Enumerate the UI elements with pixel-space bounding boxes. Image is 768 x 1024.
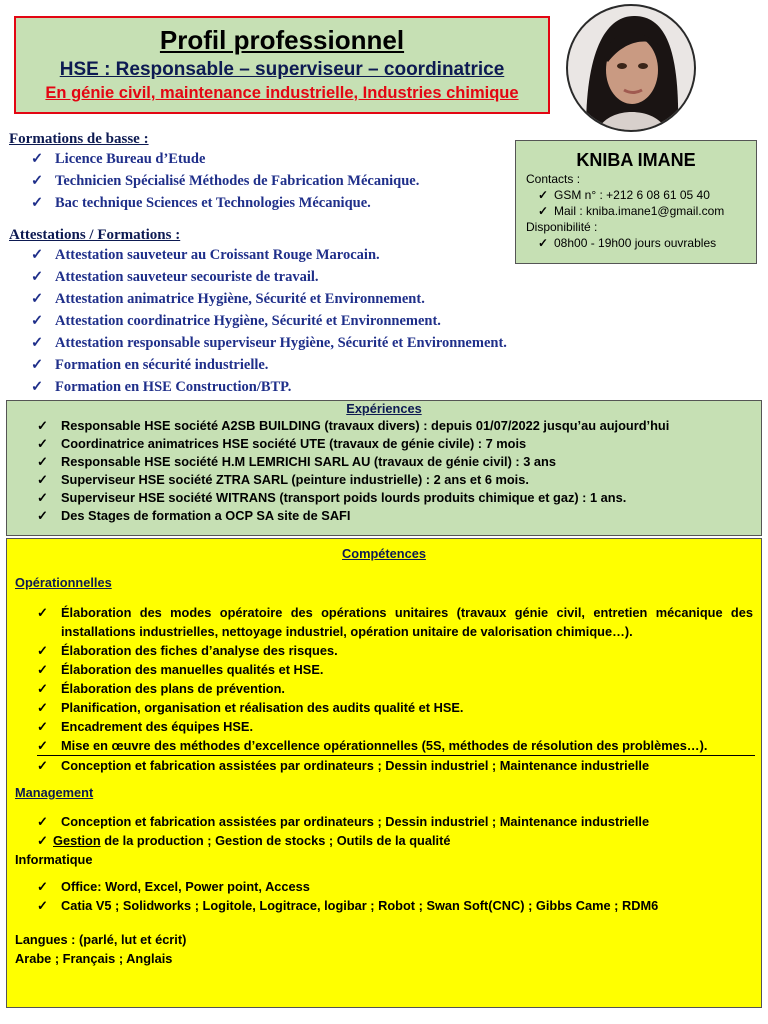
- job-title: HSE : Responsable – superviseur – coordinatrice: [59, 59, 505, 80]
- checkmark-icon: ✓: [37, 436, 48, 451]
- checkmark-icon: ✓: [31, 291, 44, 307]
- competence-item: ✓ Mise en œuvre des méthodes d’excellence opérationnelles (5S, méthodes de résolution des problèmes…).: [37, 738, 708, 753]
- experience-item: ✓ Coordinatrice animatrices HSE société UTE (travaux de génie civile) : 7 mois: [37, 436, 527, 451]
- experience-item: ✓ Superviseur HSE société ZTRA SARL (peinture industrielle) : 2 ans et 6 mois.: [37, 472, 529, 487]
- list-item: ✓ Licence Bureau d’Etude: [31, 148, 419, 170]
- checkmark-icon: ✓: [31, 269, 44, 285]
- competence-item: ✓ Élaboration des manuelles qualités et HSE.: [37, 662, 324, 677]
- checkmark-icon: ✓: [31, 379, 44, 395]
- competence-item: ✓ Conception et fabrication assistées par ordinateurs ; Dessin industriel ; Maintenance industrielle: [37, 814, 650, 829]
- checkmark-icon: ✓: [31, 173, 44, 189]
- list-item: ✓ Attestation sauveteur au Croissant Rouge Marocain.: [31, 244, 507, 266]
- checkmark-icon: ✓: [37, 508, 48, 523]
- experience-item: ✓ Des Stages de formation a OCP SA site de SAFI: [37, 508, 351, 523]
- formations-section: [9, 131, 419, 214]
- checkmark-icon: ✓: [37, 879, 48, 894]
- operationnelles-heading: Opérationnelles: [15, 575, 112, 590]
- list-item: ✓ Attestation coordinatrice Hygiène, Sécurité et Environnement.: [31, 310, 507, 332]
- competence-item: ✓ Conception et fabrication assistées par ordinateurs ; Dessin industriel ; Maintenance industrielle: [37, 758, 650, 773]
- competence-item: ✓ Office: Word, Excel, Power point, Access: [37, 879, 310, 894]
- checkmark-icon: ✓: [31, 195, 44, 211]
- checkmark-icon: ✓: [31, 151, 44, 167]
- candidate-name: KNIBA IMANE: [576, 150, 696, 170]
- checkmark-icon: ✓: [37, 472, 48, 487]
- phone-number: GSM n° : +212 6 08 61 05 40: [554, 188, 710, 202]
- contact-card: [515, 140, 757, 264]
- list-item: ✓ Attestation sauveteur secouriste de travail.: [31, 266, 507, 288]
- checkmark-icon: ✓: [37, 662, 48, 677]
- competence-item: ✓ Élaboration des plans de prévention.: [37, 681, 285, 696]
- competence-item: ✓ Planification, organisation et réalisation des audits qualité et HSE.: [37, 700, 464, 715]
- checkmark-icon: ✓: [31, 247, 44, 263]
- mail-item: [526, 203, 746, 219]
- checkmark-icon: ✓: [31, 357, 44, 373]
- profile-header: [14, 16, 550, 114]
- working-hours: 08h00 - 19h00 jours ouvrables: [554, 236, 717, 250]
- checkmark-icon: ✓: [538, 236, 549, 250]
- list-item: ✓ Formation en HSE Construction/BTP.: [31, 376, 507, 398]
- list-item: ✓ Technicien Spécialisé Méthodes de Fabrication Mécanique.: [31, 170, 419, 192]
- checkmark-icon: ✓: [37, 490, 48, 505]
- phone-item: [526, 187, 746, 203]
- checkmark-icon: ✓: [37, 681, 48, 696]
- langues-heading: Langues : (parlé, lut et écrit): [15, 932, 187, 947]
- list-item: ✓ Formation en sécurité industrielle.: [31, 354, 507, 376]
- attestations-heading: Attestations / Formations :: [9, 227, 181, 243]
- langues-value: Arabe ; Français ; Anglais: [15, 951, 173, 966]
- checkmark-icon: ✓: [37, 605, 48, 620]
- management-heading: Management: [15, 785, 94, 800]
- checkmark-icon: ✓: [37, 418, 48, 433]
- fields-of-expertise: En génie civil, maintenance industrielle, Industries chimique: [45, 84, 519, 102]
- checkmark-icon: ✓: [37, 454, 48, 469]
- experiences-section: [6, 400, 762, 536]
- informatique-heading: Informatique: [15, 852, 93, 867]
- checkmark-icon: ✓: [538, 188, 549, 202]
- checkmark-icon: ✓: [31, 335, 44, 351]
- competence-item: ✓ Encadrement des équipes HSE.: [37, 719, 254, 734]
- experiences-heading: Expériences: [346, 401, 422, 416]
- checkmark-icon: ✓: [37, 643, 48, 658]
- experience-item: ✓ Superviseur HSE société WITRANS (transport poids lourds produits chimique et gaz) : 1 ans.: [37, 490, 627, 505]
- checkmark-icon: ✓: [37, 814, 48, 829]
- list-item: ✓ Attestation animatrice Hygiène, Sécurité et Environnement.: [31, 288, 507, 310]
- experience-item: ✓ Responsable HSE société A2SB BUILDING (travaux divers) : depuis 01/07/2022 jusqu’au aujourd’hui: [37, 418, 670, 433]
- competence-item: ✓ Catia V5 ; Solidworks ; Logitole, Logitrace, logibar ; Robot ; Swan Soft(CNC) ; Gibbs Came ; RDM6: [37, 898, 659, 913]
- competence-item: ✓ Gestion de la production ; Gestion de stocks ; Outils de la qualité: [37, 833, 451, 848]
- formations-heading: Formations de basse :: [9, 131, 149, 147]
- attestations-section: [9, 227, 507, 398]
- checkmark-icon: ✓: [37, 719, 48, 734]
- avatar: [566, 4, 696, 132]
- hours-item: [526, 235, 746, 251]
- competence-item: ✓ Élaboration des fiches d’analyse des risques.: [37, 643, 338, 658]
- list-item: ✓ Attestation responsable superviseur Hygiène, Sécurité et Environnement.: [31, 332, 507, 354]
- competences-section: [6, 538, 762, 1008]
- checkmark-icon: ✓: [37, 700, 48, 715]
- availability-label: Disponibilité :: [526, 220, 598, 234]
- email-address: Mail : kniba.imane1@gmail.com: [554, 204, 725, 218]
- contacts-label: Contacts :: [526, 172, 581, 186]
- page-title: Profil professionnel: [159, 25, 405, 55]
- checkmark-icon: ✓: [538, 204, 549, 218]
- competence-item: ✓ Élaboration des modes opératoire des opérations unitaires (travaux génie civil, entretien mécanique des installations industrielles, nettoyage industriel, opération unitaire de valorisation chimique…).: [37, 605, 753, 639]
- checkmark-icon: ✓: [37, 898, 48, 913]
- checkmark-icon: ✓: [31, 313, 44, 329]
- list-item: ✓ Bac technique Sciences et Technologies Mécanique.: [31, 192, 419, 214]
- checkmark-icon: ✓: [37, 758, 48, 773]
- competences-heading: Compétences: [342, 546, 426, 561]
- checkmark-icon: ✓: [37, 738, 48, 753]
- experience-item: ✓ Responsable HSE société H.M LEMRICHI SARL AU (travaux de génie civil) : 3 ans: [37, 454, 556, 469]
- checkmark-icon: ✓: [37, 833, 48, 848]
